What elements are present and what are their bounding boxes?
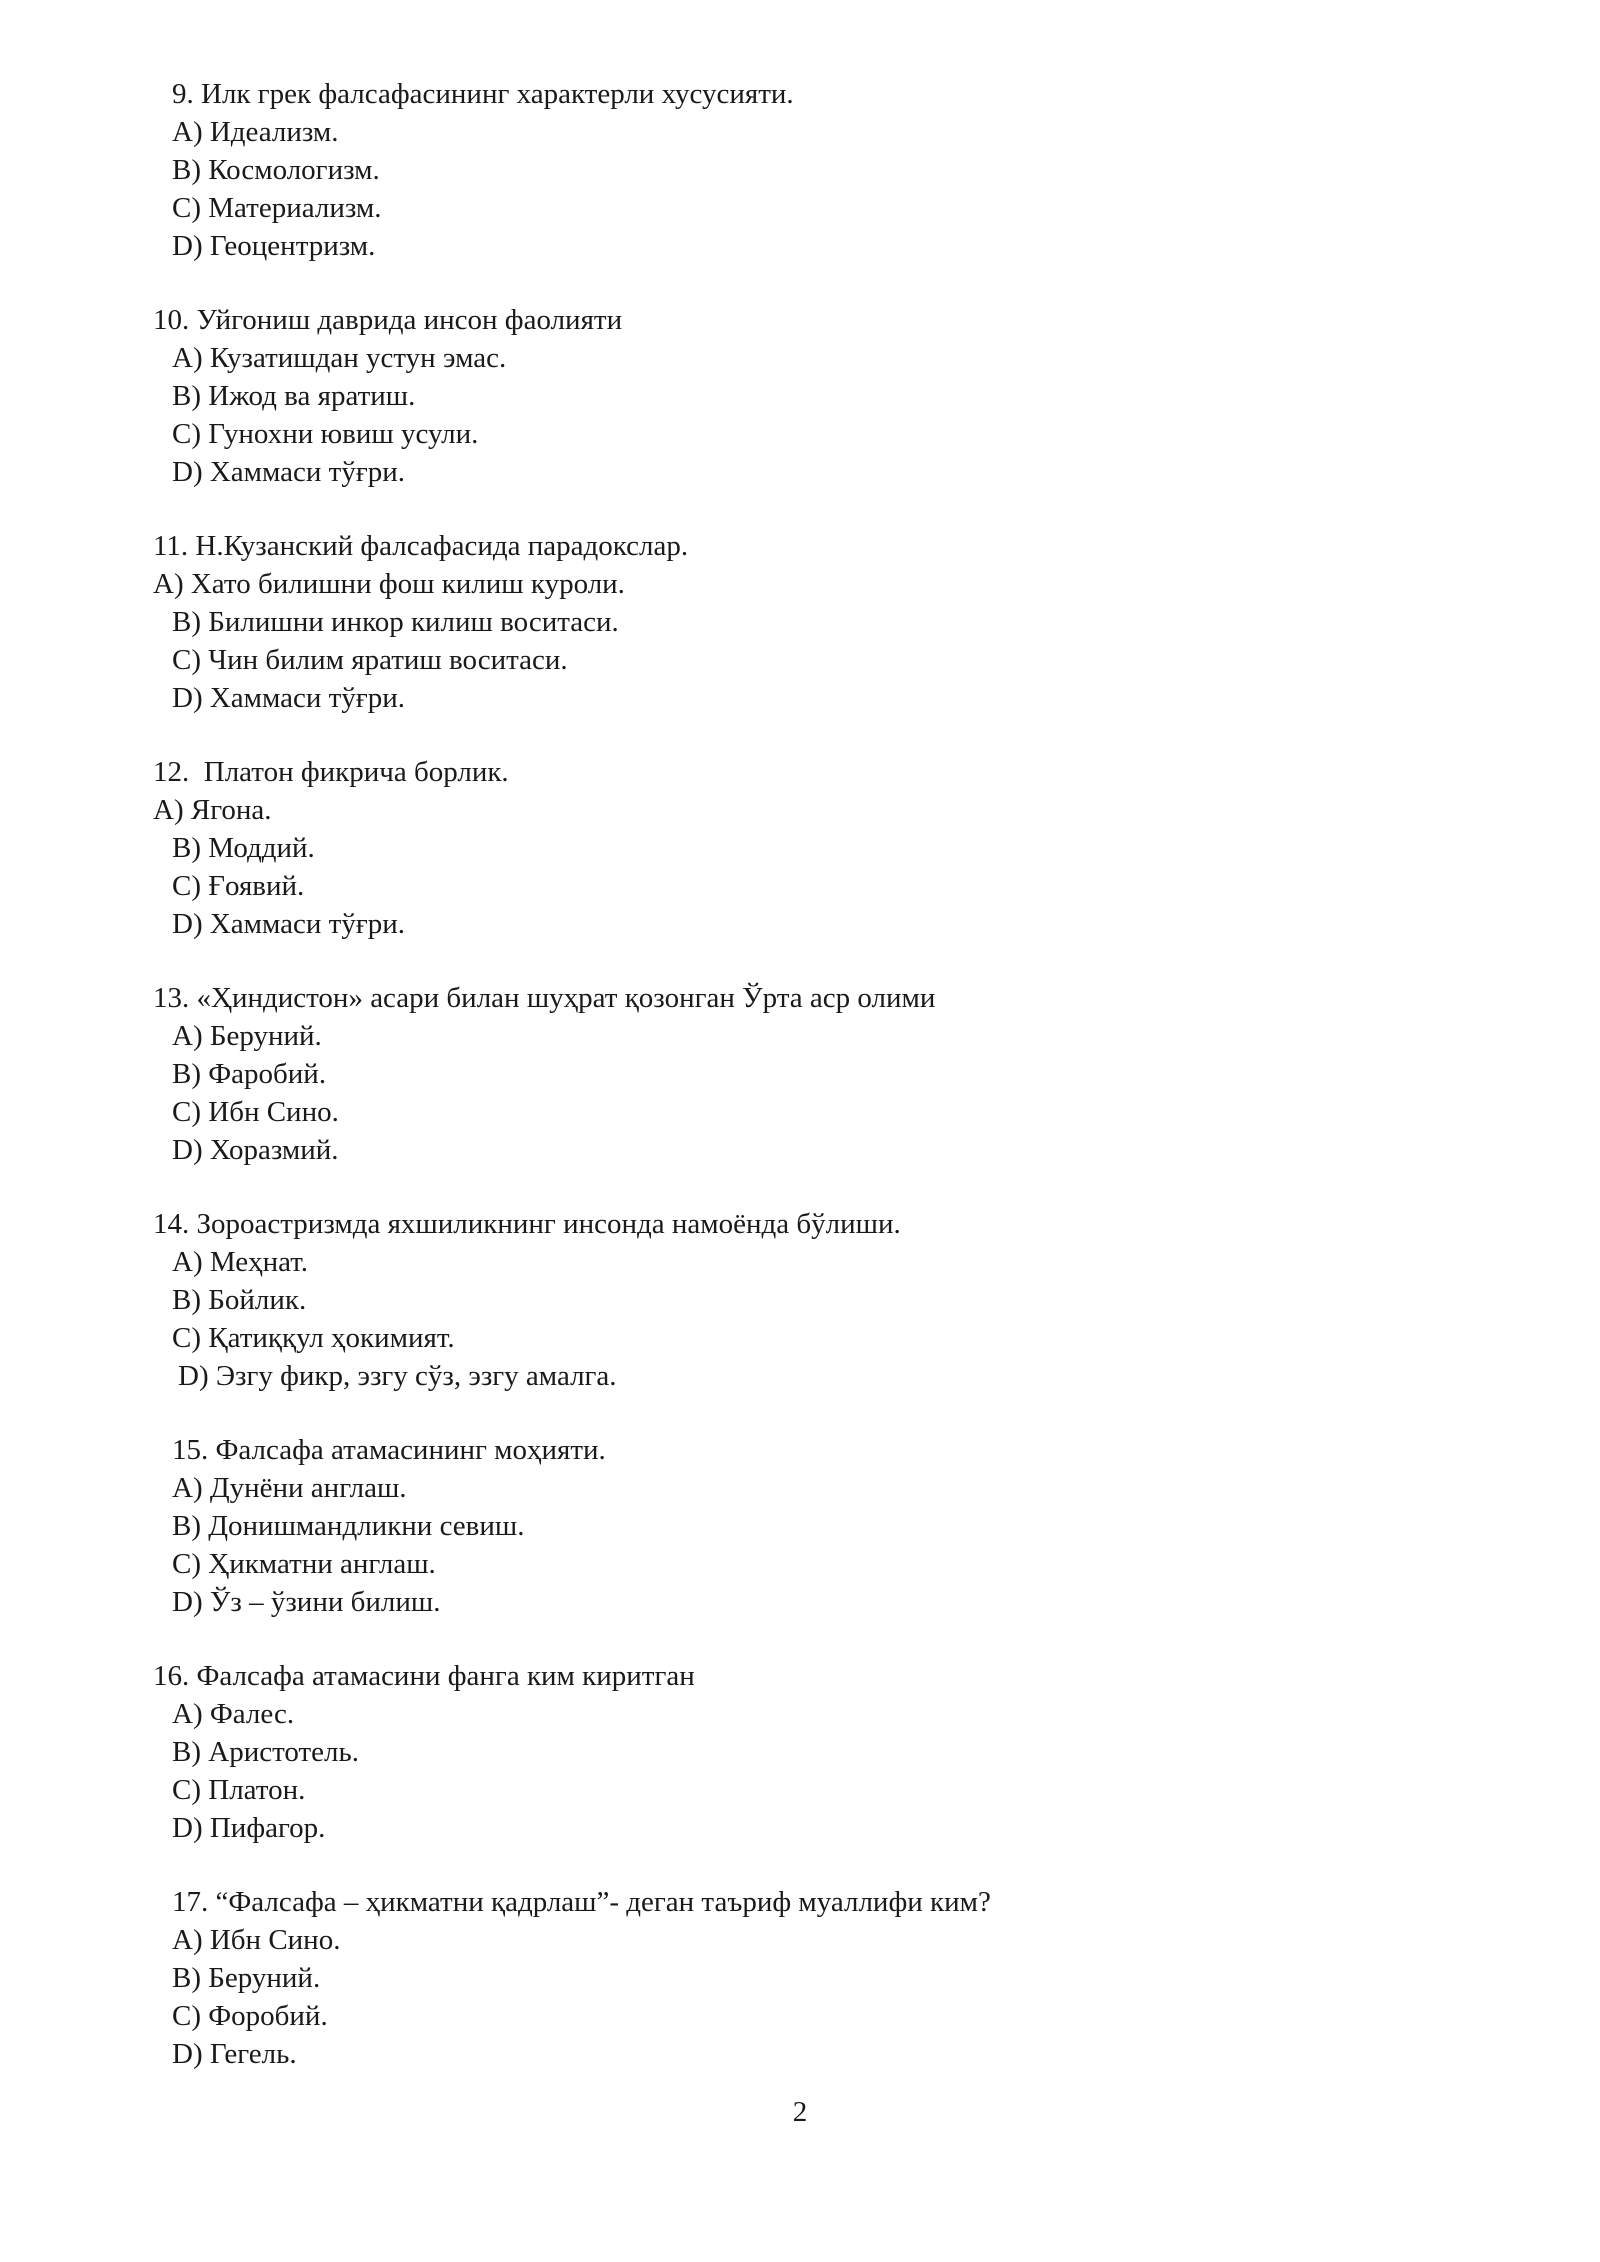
question-10-text: 10. Уйгониш даврида инсон фаолияти: [153, 304, 623, 336]
question-10-option-b: B) Ижод ва яратиш.: [172, 380, 416, 412]
question-11-option-d: D) Хаммаси тўғри.: [172, 682, 406, 714]
question-9-option-b: B) Космологизм.: [172, 154, 380, 186]
question-17-text: 17. “Фалсафа – ҳикматни қадрлаш”- деган таъриф муаллифи ким?: [172, 1886, 991, 1918]
question-17-option-b: B) Беруний.: [172, 1962, 321, 1994]
question-16-option-a: A) Фалес.: [172, 1698, 295, 1730]
question-9-text: 9. Илк грек фалсафасининг характерли хусусияти.: [172, 78, 794, 110]
question-16-option-c: C) Платон.: [172, 1774, 306, 1806]
question-14-option-d: D) Эзгу фикр, эзгу сўз, эзгу амалга.: [178, 1360, 617, 1392]
question-11-option-a: A) Хато билишни фош килиш куроли.: [153, 568, 625, 600]
question-11-text: 11. Н.Кузанский фалсафасида парадокслар.: [153, 530, 689, 562]
question-15-text: 15. Фалсафа атамасининг моҳияти.: [172, 1434, 606, 1466]
question-17-option-c: C) Форобий.: [172, 2000, 328, 2032]
question-10-option-d: D) Хаммаси тўғри.: [172, 456, 406, 488]
question-13-option-c: C) Ибн Сино.: [172, 1096, 339, 1128]
question-14-option-b: B) Бойлик.: [172, 1284, 307, 1316]
question-14-option-c: C) Қатиққул ҳокимият.: [172, 1322, 455, 1354]
question-10-option-a: A) Кузатишдан устун эмас.: [172, 342, 507, 374]
question-15-option-a: A) Дунёни англаш.: [172, 1472, 407, 1504]
question-16-text: 16. Фалсафа атамасини фанга ким киритган: [153, 1660, 695, 1692]
question-17-option-a: A) Ибн Сино.: [172, 1924, 341, 1956]
question-13-option-a: A) Беруний.: [172, 1020, 322, 1052]
question-13-option-b: B) Фаробий.: [172, 1058, 327, 1090]
question-12-option-a: A) Ягона.: [153, 794, 272, 826]
question-12-option-d: D) Хаммаси тўғри.: [172, 908, 406, 940]
question-17-option-d: D) Гегель.: [172, 2038, 297, 2070]
question-12-option-c: C) Ғоявий.: [172, 870, 305, 902]
question-15-option-b: B) Донишмандликни севиш.: [172, 1510, 525, 1542]
question-15-option-d: D) Ўз – ўзини билиш.: [172, 1586, 441, 1618]
question-14-text: 14. Зороастризмда яхшиликнинг инсонда намоёнда бўлиши.: [153, 1208, 901, 1240]
question-9-option-a: A) Идеализм.: [172, 116, 339, 148]
question-9-option-d: D) Геоцентризм.: [172, 230, 376, 262]
question-15-option-c: C) Ҳикматни англаш.: [172, 1548, 436, 1580]
question-10-option-c: C) Гунохни ювиш усули.: [172, 418, 479, 450]
question-16-option-d: D) Пифагор.: [172, 1812, 326, 1844]
question-14-option-a: A) Меҳнат.: [172, 1246, 309, 1278]
page-number: 2: [792, 2096, 808, 2128]
question-12-text: 12. Платон фикрича борлик.: [153, 756, 509, 788]
question-13-option-d: D) Хоразмий.: [172, 1134, 339, 1166]
question-16-option-b: B) Аристотель.: [172, 1736, 359, 1768]
question-12-option-b: B) Моддий.: [172, 832, 315, 864]
question-11-option-b: B) Билишни инкор килиш воситаси.: [172, 606, 619, 638]
question-13-text: 13. «Ҳиндистон» асари билан шуҳрат қозонган Ўрта аср олими: [153, 982, 936, 1014]
question-11-option-c: C) Чин билим яратиш воситаси.: [172, 644, 568, 676]
question-9-option-c: C) Материализм.: [172, 192, 382, 224]
